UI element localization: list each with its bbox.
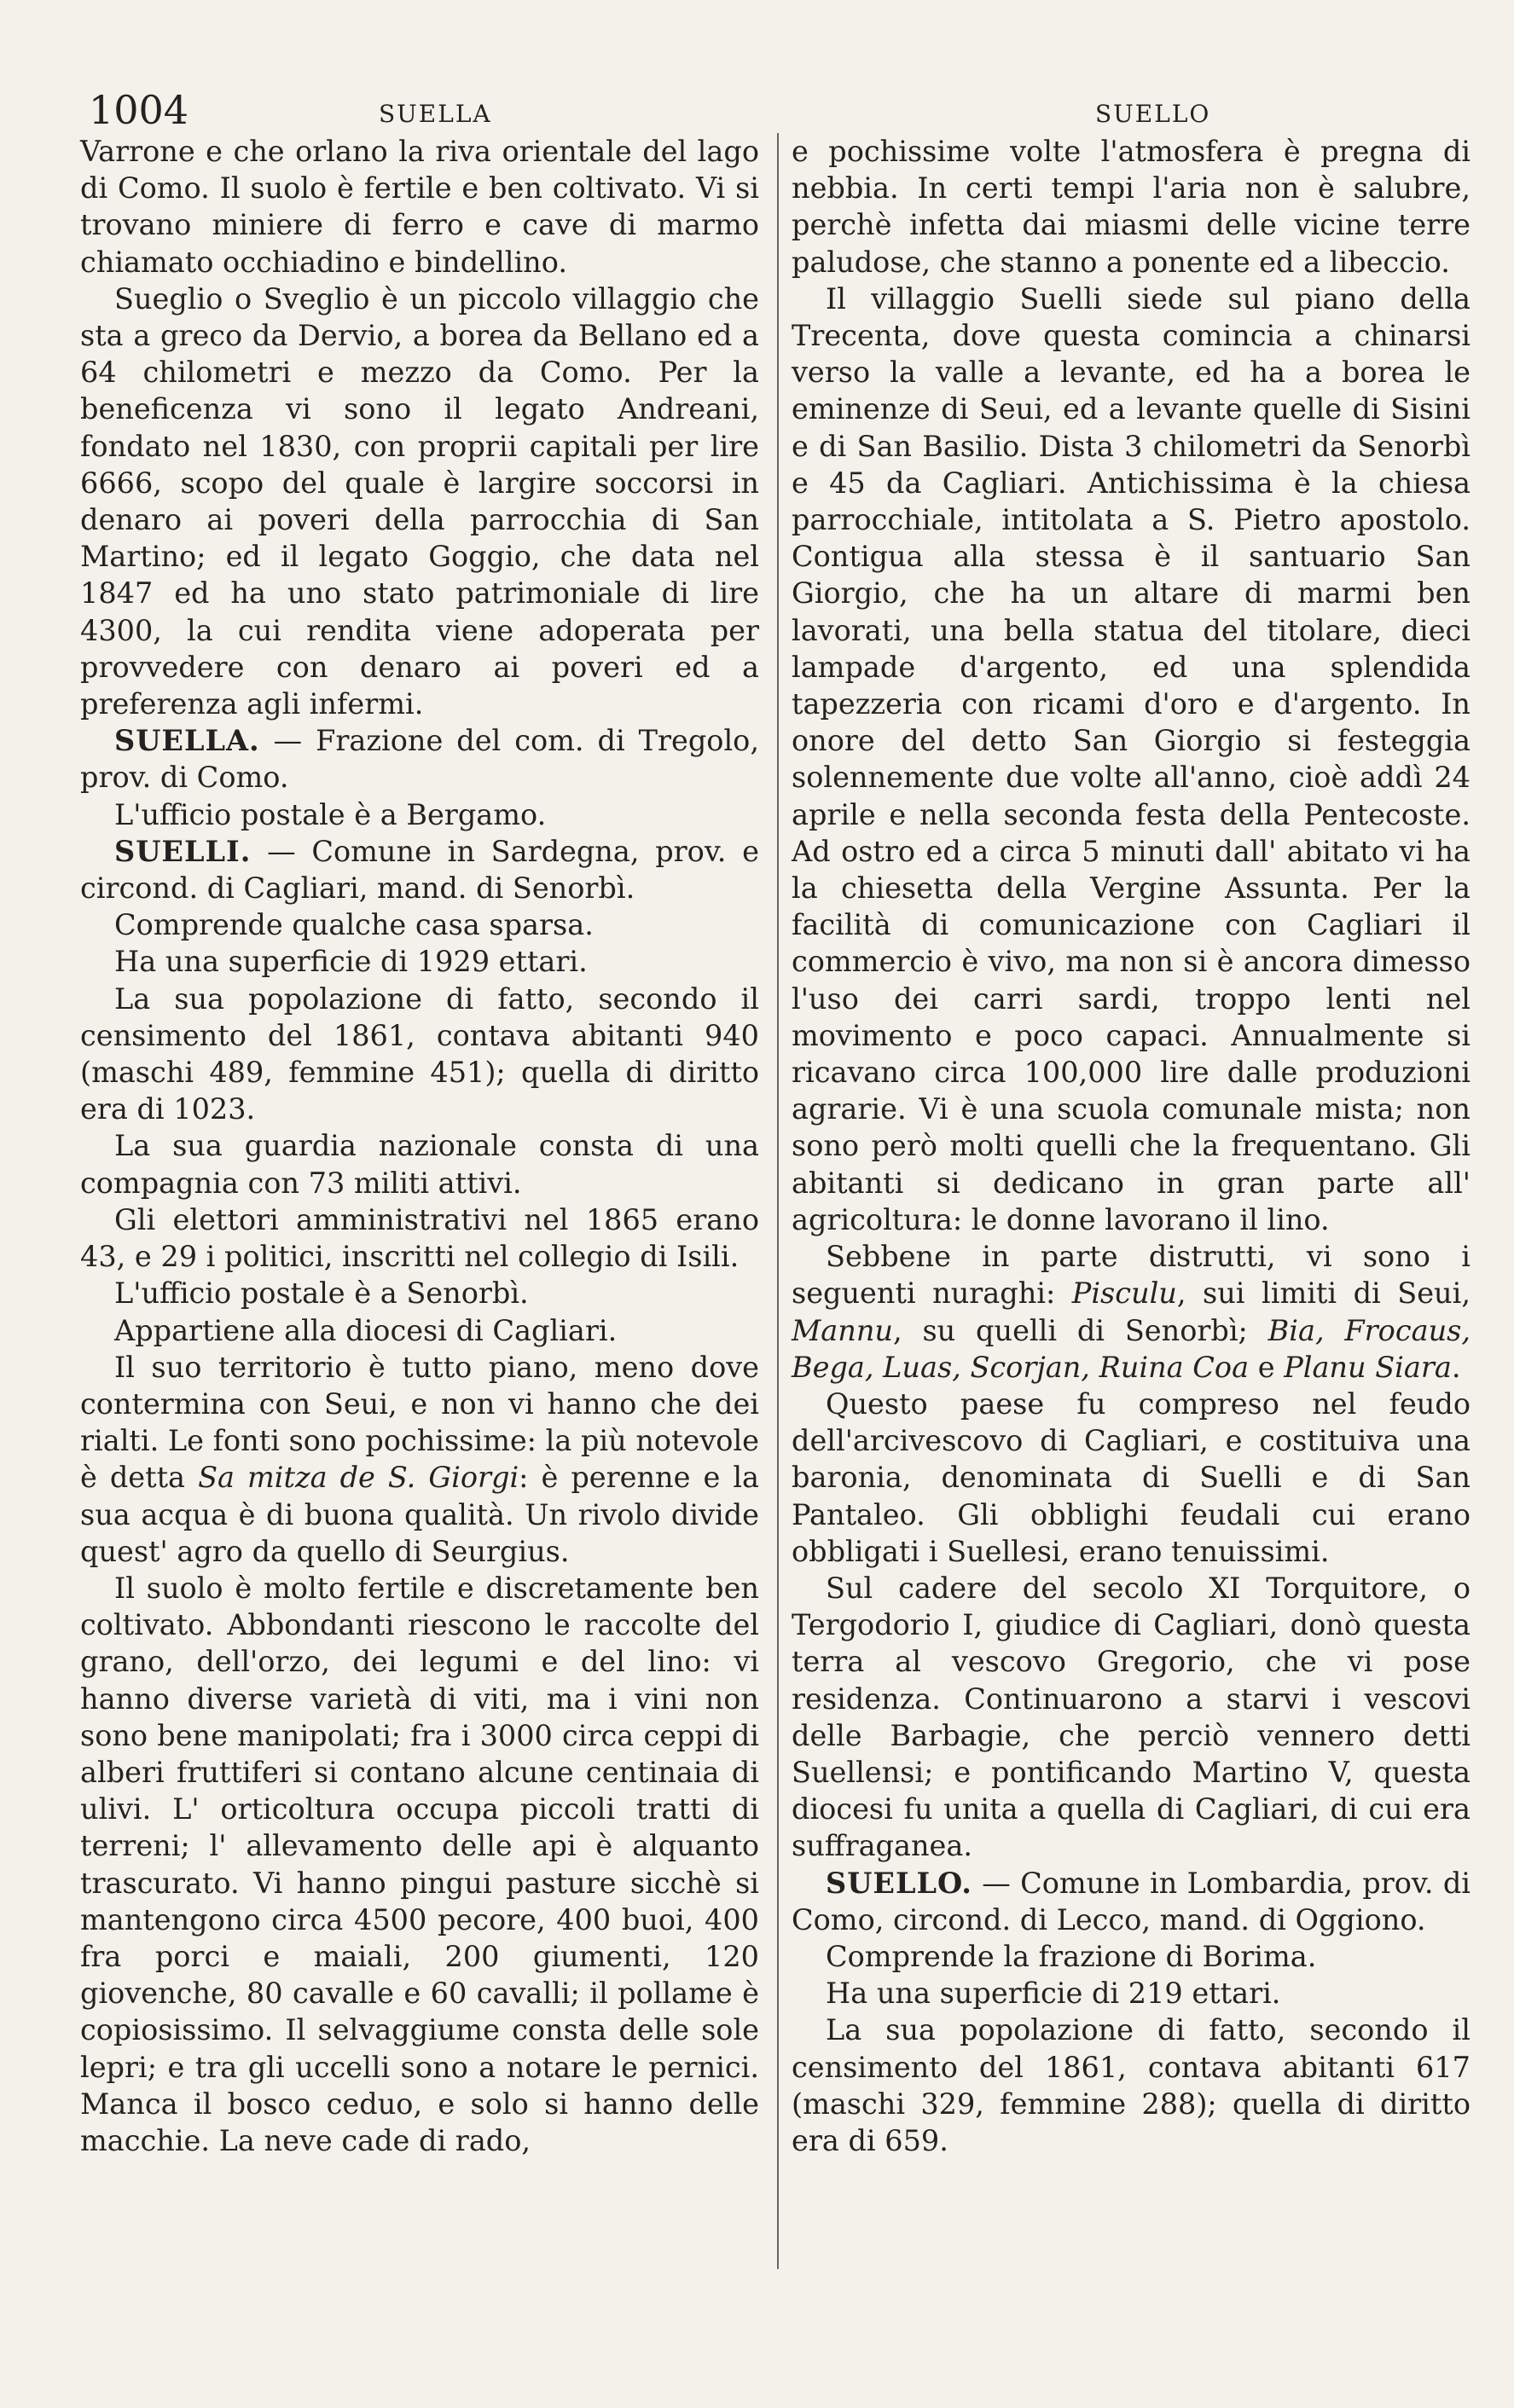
page-header [89, 89, 1494, 131]
paragraph: e pochissime volte l'atmosfera è pregna di nebbia. In certi tempi l'aria non è salubre, perchè infetta dai miasmi delle vicine terre paludose, che stanno a ponente ed a libeccio. [792, 135, 1470, 279]
entry-suelli [80, 833, 759, 906]
paragraph: La sua popolazione di fatto, secondo il censimento del 1861, contava abitanti 617 (maschi 329, femmine 288); quella di diritto era di 659. [792, 2013, 1470, 2157]
place-name: Sa mitza de S. Giorgi [198, 1461, 519, 1495]
paragraph-nuraghi [792, 1238, 1470, 1386]
paragraph: Comprende la frazione di Borima. [826, 1939, 1317, 1973]
left-column [80, 133, 759, 2159]
paragraph: Sul cadere del secolo XI Torquitore, o Tergodorio I, giudice di Cagliari, donò questa terra al vescovo Gregorio, che vi pose residenza. Continuarono a starvi i vescovi delle Barbagie, che perciò vennero detti Suellensi; e pontificando Martino V, questa diocesi fu unita a quella di Cagliari, di cui era suffraganea. [792, 1571, 1470, 1863]
text-run: . [1451, 1350, 1461, 1384]
paragraph: Ha una superficie di 1929 ettari. [114, 945, 588, 979]
entry-text: — Comune in Sardegna, prov. e circond. di Cagliari, mand. di Senorbì. [80, 834, 759, 906]
nuraghe-name: Bia, Frocaus, Bega, Luas, Scorjan, Ruina Coa [792, 1313, 1470, 1384]
text-run: : è perenne e la sua acqua è di buona qualità. Un rivolo divide quest' agro da quello di Seurgius. [80, 1461, 760, 1568]
page-number: 1004 [89, 87, 189, 133]
text-run: e [1249, 1350, 1285, 1384]
paragraph: Il suolo è molto fertile e discretamente ben coltivato. Abbondanti riescono le raccolte del grano, dell'orzo, dei legumi e del lino: vi hanno diverse varietà di viti, ma i vini non sono bene manipolati; fra i 3000 circa ceppi di alberi fruttiferi si contano alcune centinaia di ulivi. L' orticoltura occupa piccoli tratti di terreni; l' allevamento delle api è alquanto trascurato. Vi hanno pingui pasture sicchè si mantengono circa 4500 pecore, 400 buoi, 400 fra porci e maiali, 200 giumenti, 120 giovenche, 80 cavalle e 60 cavalli; il pollame è copiosissimo. Il selvaggiume consta delle sole lepri; e tra gli uccelli sono a notare le pernici. Manca il bosco ceduo, e solo si hanno delle macchie. La neve cade di rado, [80, 1571, 759, 2157]
right-column [792, 133, 1470, 2159]
text-run: , su quelli di Senorbì; [893, 1313, 1268, 1347]
paragraph: Appartiene alla diocesi di Cagliari. [114, 1313, 618, 1347]
paragraph-sueglio: Sueglio o Sveglio è un piccolo villaggio che sta a greco da Dervio, a borea da Bellano ed a 64 chilometri e mezzo da Como. Per la beneficenza vi sono il legato Andreani, fondato nel 1830, con proprii capitali per lire 6666, scopo del quale è largire soccorsi in denaro ai poveri della parrocchia di San Martino; ed il legato Goggio, che data nel 1847 ed ha uno stato patrimoniale di lire 4300, la cui rendita viene adoperata per provvedere con denaro ai poveri ed a preferenza agli infermi. [80, 281, 759, 721]
nuraghe-name: Mannu [792, 1313, 894, 1347]
running-head-right: SUELLO [1095, 100, 1211, 128]
entry-heading: SUELLI. [114, 834, 252, 868]
paragraph: Questo paese fu compreso nel feudo dell'arcivescovo di Cagliari, e costituiva una baronia, denominata di Suelli e di San Pantaleo. Gli obblighi feudali cui erano obbligati i Suellesi, erano tenuissimi. [792, 1386, 1470, 1568]
entry-heading: SUELLA. [114, 724, 260, 758]
paragraph: La sua guardia nazionale consta di una compagnia con 73 militi attivi. [80, 1129, 759, 1200]
paragraph: Ha una superficie di 219 ettari. [826, 1977, 1281, 2011]
paragraph: Il villaggio Suelli siede sul piano della Trecenta, dove questa comincia a chinarsi verso la valle a levante, ed ha a borea le eminenze di Seui, ed a levante quelle di Sisini e di San Basilio. Dista 3 chilometri da Senorbì e 45 da Cagliari. Antichissima è la chiesa parrocchiale, intitolata a S. Pietro apostolo. Contigua alla stessa è il santuario San Giorgio, che ha un altare di marmi ben lavorati, una bella statua del titolare, dieci lampade d'argento, ed una splendida tapezzeria con ricami d'oro e d'argento. In onore del detto San Giorgio si festeggia solennemente due volte all'anno, cioè addì 24 aprile e nella seconda festa della Pentecoste. Ad ostro ed a circa 5 minuti dall' abitato vi ha la chiesetta della Vergine Assunta. Per la facilità di comunicazione con Cagliari il commercio è vivo, ma non si è ancora dimesso l'uso dei carri sardi, troppo lenti nel movimento e poco capaci. Annualmente si ricavano circa 100,000 lire dalle produzioni agrarie. Vi è una scuola comunale mista; non sono però molti quelli che la frequentano. Gli abitanti si dedicano in gran parte all' agricoltura: le donne lavorano il lino. [792, 281, 1470, 1236]
text-run: Il suo territorio è tutto piano, meno dove contermina con Seui, e non vi hanno che dei rialti. Le fonti sono pochissime: la più notevole è detta [80, 1350, 760, 1495]
entry-text: — Comune in Lombardia, prov. di Como, circond. di Lecco, mand. di Oggiono. [792, 1866, 1470, 1936]
paragraph: L'ufficio postale è a Bergamo. [114, 797, 547, 831]
paragraph: Gli elettori amministrativi nel 1865 erano 43, e 29 i politici, inscritti nel collegio di Isili. [80, 1202, 759, 1274]
paragraph: Comprende qualche casa sparsa. [114, 908, 594, 942]
nuraghe-name: Pisculu [1071, 1276, 1177, 1311]
entry-suella [80, 722, 759, 796]
text-run: Sebbene in parte distrutti, vi sono i seguenti nuraghi: [792, 1240, 1470, 1311]
entry-text: — Frazione del com. di Tregolo, prov. di Como. [80, 724, 759, 795]
nuraghe-name: Planu Siara [1284, 1350, 1452, 1384]
paragraph: L'ufficio postale è a Senorbì. [114, 1276, 529, 1311]
text-run: , sui limiti di Seui, [1176, 1276, 1470, 1311]
entry-suello [792, 1865, 1470, 1938]
paragraph: La sua popolazione di fatto, secondo il censimento del 1861, contava abitanti 940 (maschi 489, femmine 451); quella di diritto era di 1023. [80, 981, 759, 1126]
running-head-left: SUELLA [379, 100, 492, 128]
entry-heading: SUELLO. [826, 1866, 972, 1900]
paragraph-territorio [80, 1349, 759, 1570]
paragraph: Varrone e che orlano la riva orientale del lago di Como. Il suolo è fertile e ben coltivato. Vi si trovano miniere di ferro e cave di marmo chiamato occhiadino e bindellino. [80, 135, 759, 279]
column-divider [777, 133, 779, 2269]
